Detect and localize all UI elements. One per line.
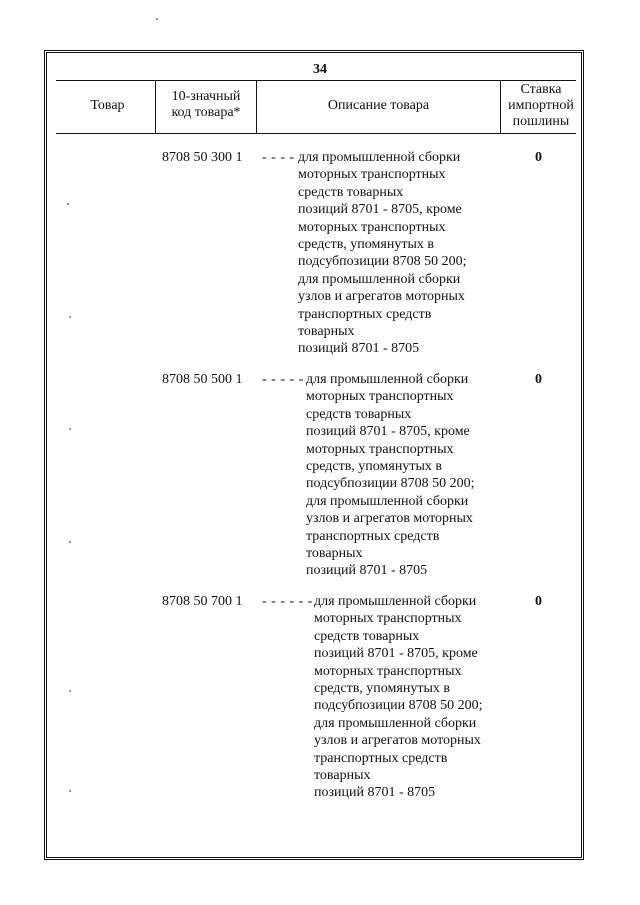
product-code: 8708 50 700 1	[162, 594, 243, 609]
scan-speck	[69, 428, 71, 430]
product-code: 8708 50 300 1	[162, 150, 243, 165]
scan-speck	[69, 690, 71, 692]
product-description: для промышленной сборки моторных транспортных средств товарных позиций 8701 - 8705, кроме моторных транспортных средств, упомянутых в подсубпозиции 8708 50 200; для промышленной сборки узлов и агрегатов моторных транспортных средств товарных позиций 8701 - 8705	[298, 150, 467, 357]
scan-speck	[69, 316, 71, 318]
product-code: 8708 50 500 1	[162, 372, 243, 387]
header-code: 10-значный код товара*	[171, 89, 241, 120]
page-number: 34	[313, 62, 327, 77]
scan-speck	[69, 541, 71, 543]
indent-dashes: - - - -	[262, 150, 295, 165]
scan-speck	[156, 18, 158, 20]
header-product: Товар	[90, 98, 125, 113]
header-description: Описание товара	[327, 98, 430, 113]
header-rate: Ставка импортной пошлины	[508, 82, 574, 129]
import-duty-rate: 0	[535, 594, 542, 609]
scan-speck	[67, 203, 69, 205]
header-bottom-rule	[56, 133, 576, 134]
scan-speck	[69, 790, 71, 792]
import-duty-rate: 0	[535, 372, 542, 387]
product-description: для промышленной сборки моторных транспортных средств товарных позиций 8701 - 8705, кроме моторных транспортных средств, упомянутых в подсубпозиции 8708 50 200; для промышленной сборки узлов и агрегатов моторных транспортных средств товарных позиций 8701 - 8705	[306, 372, 475, 579]
indent-dashes: - - - - - -	[262, 594, 313, 609]
indent-dashes: - - - - -	[262, 372, 304, 387]
header-top-rule	[56, 80, 576, 81]
product-description: для промышленной сборки моторных транспортных средств товарных позиций 8701 - 8705, кроме моторных транспортных средств, упомянутых в подсубпозиции 8708 50 200; для промышленной сборки узлов и агрегатов моторных транспортных средств товарных позиций 8701 - 8705	[314, 594, 483, 801]
import-duty-rate: 0	[535, 150, 542, 165]
